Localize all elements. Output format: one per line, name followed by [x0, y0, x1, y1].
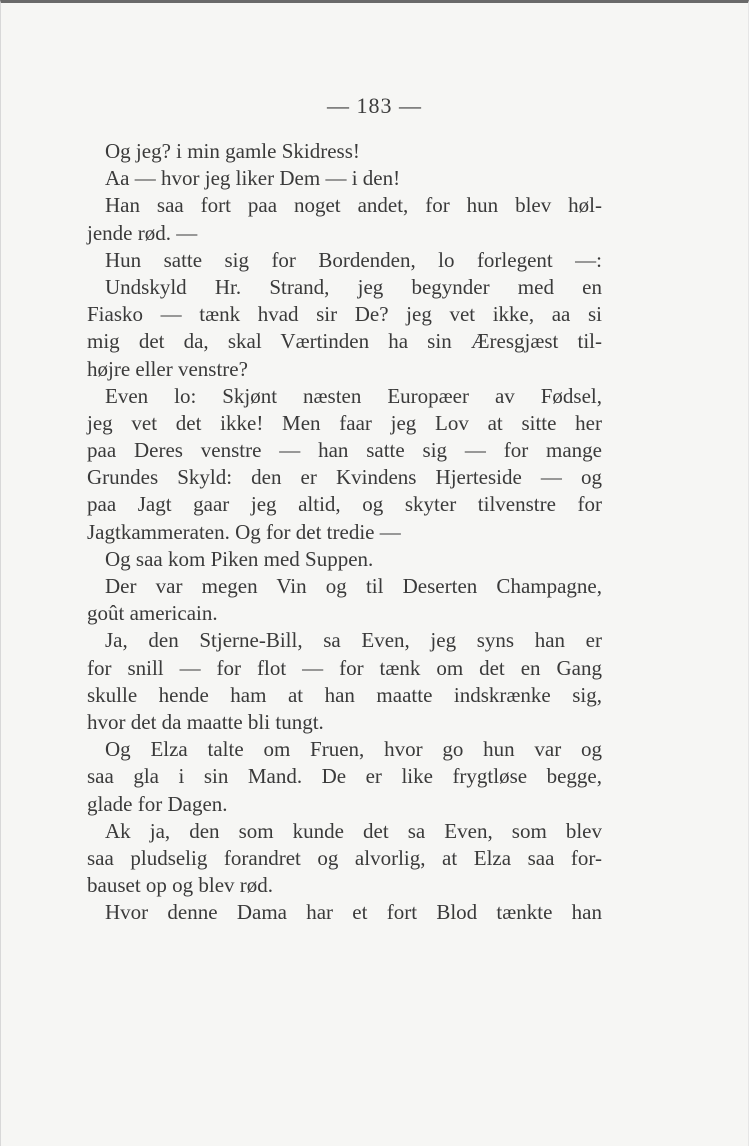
text-line: Hvor denne Dama har et fort Blod tænkte han	[105, 900, 602, 925]
text-line: Ja, den Stjerne-Bill, sa Even, jeg syns han er	[105, 628, 602, 653]
text-line: Fiasko — tænk hvad sir De? jeg vet ikke, aa si	[87, 302, 602, 327]
text-line: Hun satte sig for Bordenden, lo forlegent —:	[105, 247, 602, 272]
text-line: Even lo: Skjønt næsten Europæer av Fødsel,	[105, 383, 602, 408]
text-line: paa Deres venstre — han satte sig — for mange	[87, 438, 602, 463]
text-line: Ak ja, den som kunde det sa Even, som blev	[105, 818, 602, 843]
text-line: Og Elza talte om Fruen, hvor go hun var og	[105, 737, 602, 762]
text-line: Undskyld Hr. Strand, jeg begynder med en	[105, 274, 602, 299]
text-line: bauset op og blev rød.	[87, 873, 274, 898]
text-line: Og saa kom Piken med Suppen.	[105, 546, 374, 571]
text-line: jende rød. —	[87, 220, 198, 245]
text-line: Og jeg? i min gamle Skidress!	[105, 139, 360, 163]
text-line: paa Jagt gaar jeg altid, og skyter tilvenstre for	[87, 492, 602, 517]
text-line: glade for Dagen.	[87, 791, 228, 816]
text-line: Jagtkammeraten. Og for det tredie —	[87, 519, 401, 544]
text-line: Han saa fort paa noget andet, for hun blev høl-	[105, 193, 602, 218]
text-line: saa gla i sin Mand. De er like frygtløse begge,	[87, 764, 602, 789]
text-line: goût americain.	[87, 601, 218, 626]
page-body-text	[87, 138, 602, 926]
page-number: — 183 —	[327, 93, 422, 118]
text-line: hvor det da maatte bli tungt.	[87, 709, 324, 734]
text-line: for snill — for flot — for tænk om det en Gang	[87, 655, 602, 680]
text-line: højre eller venstre?	[87, 356, 248, 381]
text-line: Der var megen Vin og til Deserten Champagne,	[105, 574, 602, 598]
text-line: saa pludselig forandret og alvorlig, at Elza saa for-	[87, 845, 602, 870]
text-line: skulle hende ham at han maatte indskrænke sig,	[87, 682, 602, 707]
text-line: mig det da, skal Værtinden ha sin Æresgjæst til-	[87, 329, 602, 354]
text-line: Aa — hvor jeg liker Dem — i den!	[105, 166, 401, 191]
text-line: jeg vet det ikke! Men faar jeg Lov at sitte her	[87, 410, 602, 435]
text-line: Grundes Skyld: den er Kvindens Hjerteside — og	[87, 465, 602, 490]
